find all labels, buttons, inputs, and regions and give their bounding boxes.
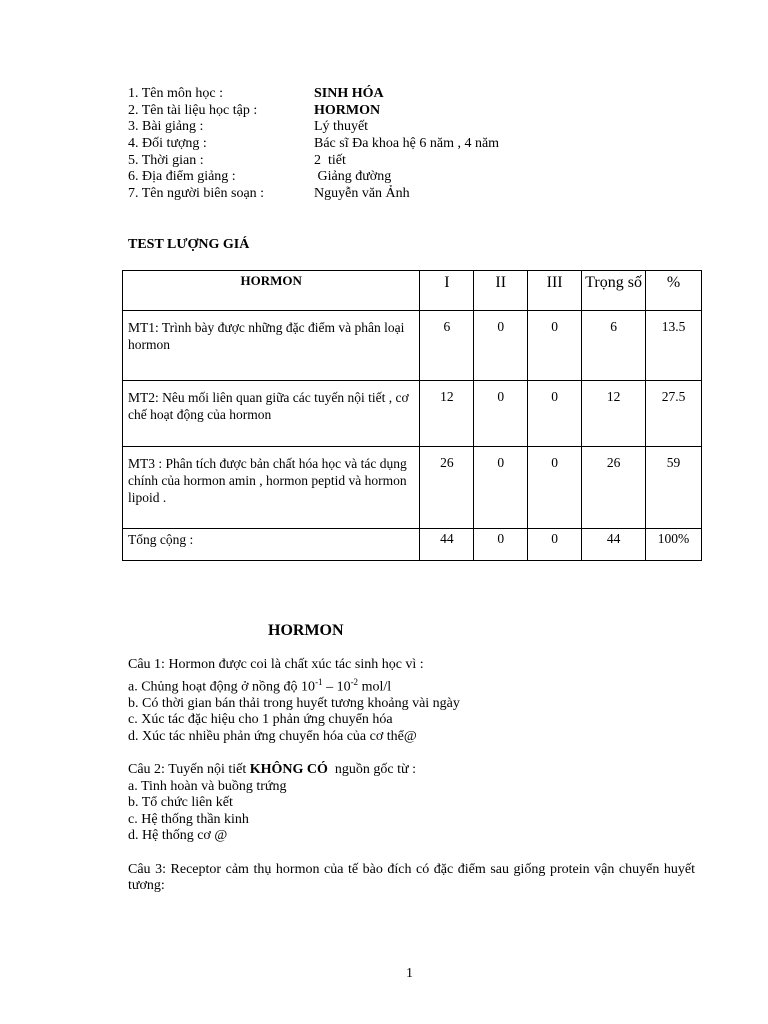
table-total-row [123,529,702,561]
weight-cell: 6 [582,311,646,381]
option-text: – 10 [322,679,351,695]
header-level-i: I [420,271,474,311]
level-ii-cell: 0 [474,529,528,561]
question-2-option-a: a. Tinh hoàn và buồng trứng [128,778,287,794]
table-row [123,381,702,447]
info-label: 4. Đối tượng : [128,136,207,152]
header-level-ii: II [474,271,528,311]
level-iii-cell: 0 [528,311,582,381]
question-2-stem [128,762,695,779]
stem-text: nguồn gốc từ : [327,762,416,778]
info-value: Nguyễn văn Ảnh [314,186,410,202]
info-label: 2. Tên tài liệu học tập : [128,102,258,118]
info-value: Bác sĩ Đa khoa hệ 6 năm , 4 năm [314,136,500,152]
objective-cell: MT1: Trình bày được những đặc điểm và phân loại hormon [123,311,420,381]
header-hormon: HORMON [123,271,420,311]
question-2-option-d: d. Hệ thống cơ @ [128,828,228,844]
percent-cell: 100% [646,529,702,561]
info-value: HORMON [314,102,381,118]
info-label: 5. Thời gian : [128,152,204,168]
level-ii-cell: 0 [474,447,528,529]
question-2-option-b: b. Tổ chức liên kết [128,795,233,811]
section-title: HORMON [268,622,344,639]
spacer [128,745,695,762]
level-iii-cell: 0 [528,529,582,561]
level-i-cell: 44 [420,529,474,561]
level-i-cell: 26 [420,447,474,529]
question-1-option-a [128,674,695,696]
stem-text: Câu 2: Tuyến nội tiết [128,762,250,778]
info-label: 6. Địa điểm giảng : [128,169,236,185]
question-1-option-c: c. Xúc tác đặc hiệu cho 1 phản ứng chuyển hóa [128,712,393,728]
total-label-cell: Tổng cộng : [123,529,420,561]
objective-cell: MT2: Nêu mối liên quan giữa các tuyến nội tiết , cơ chế hoạt động của hormon [123,381,420,447]
option-text: a. Chủng hoạt động ở nồng độ 10 [128,679,316,695]
evaluation-table [122,270,702,561]
weight-cell: 12 [582,381,646,447]
question-1-stem: Câu 1: Hormon được coi là chất xúc tác sinh học vì : [128,657,424,672]
info-value: SINH HÓA [314,86,384,101]
exponent: -1 [315,676,323,687]
info-value: Lý thuyết [314,119,369,135]
level-ii-cell: 0 [474,381,528,447]
option-text: mol/l [358,679,392,695]
table-row [123,311,702,381]
objective-cell: MT3 : Phân tích được bản chất hóa học và tác dụng chính của hormon amin , hormon peptid và hormon lipoid . [123,447,420,529]
question-3-stem: Câu 3: Receptor cảm thụ hormon của tế bào đích có đặc điểm sau giống protein vận chuyển huyết tương: [128,861,695,894]
weight-cell: 26 [582,447,646,529]
info-value: Giảng đường [314,169,392,185]
question-1-option-b: b. Có thời gian bán thải trong huyết tương khoảng vài ngày [128,695,460,711]
level-i-cell: 12 [420,381,474,447]
percent-cell: 27.5 [646,381,702,447]
questions [128,657,695,895]
header-weight: Trọng số [582,271,646,311]
header-level-iii: III [528,271,582,311]
spacer [128,845,695,862]
percent-cell: 13.5 [646,311,702,381]
level-iii-cell: 0 [528,447,582,529]
stem-emphasis: KHÔNG CÓ [249,762,328,778]
info-label: 7. Tên người biên soạn : [128,186,265,202]
level-iii-cell: 0 [528,381,582,447]
table-header-row [123,271,702,311]
test-title: TEST LƯỢNG GIÁ [128,237,250,252]
info-label: 1. Tên môn học : [128,86,224,101]
percent-cell: 59 [646,447,702,529]
question-1-option-d: d. Xúc tác nhiều phản ứng chuyển hóa của cơ thể@ [128,728,417,744]
level-i-cell: 6 [420,311,474,381]
table-row [123,447,702,529]
level-ii-cell: 0 [474,311,528,381]
header-percent: % [646,271,702,311]
info-value: 2 tiết [314,152,346,168]
question-2-option-c: c. Hệ thống thần kinh [128,811,249,827]
weight-cell: 44 [582,529,646,561]
info-label: 3. Bài giảng : [128,119,204,135]
exponent: -2 [350,676,359,687]
page-number: 1 [406,966,413,981]
